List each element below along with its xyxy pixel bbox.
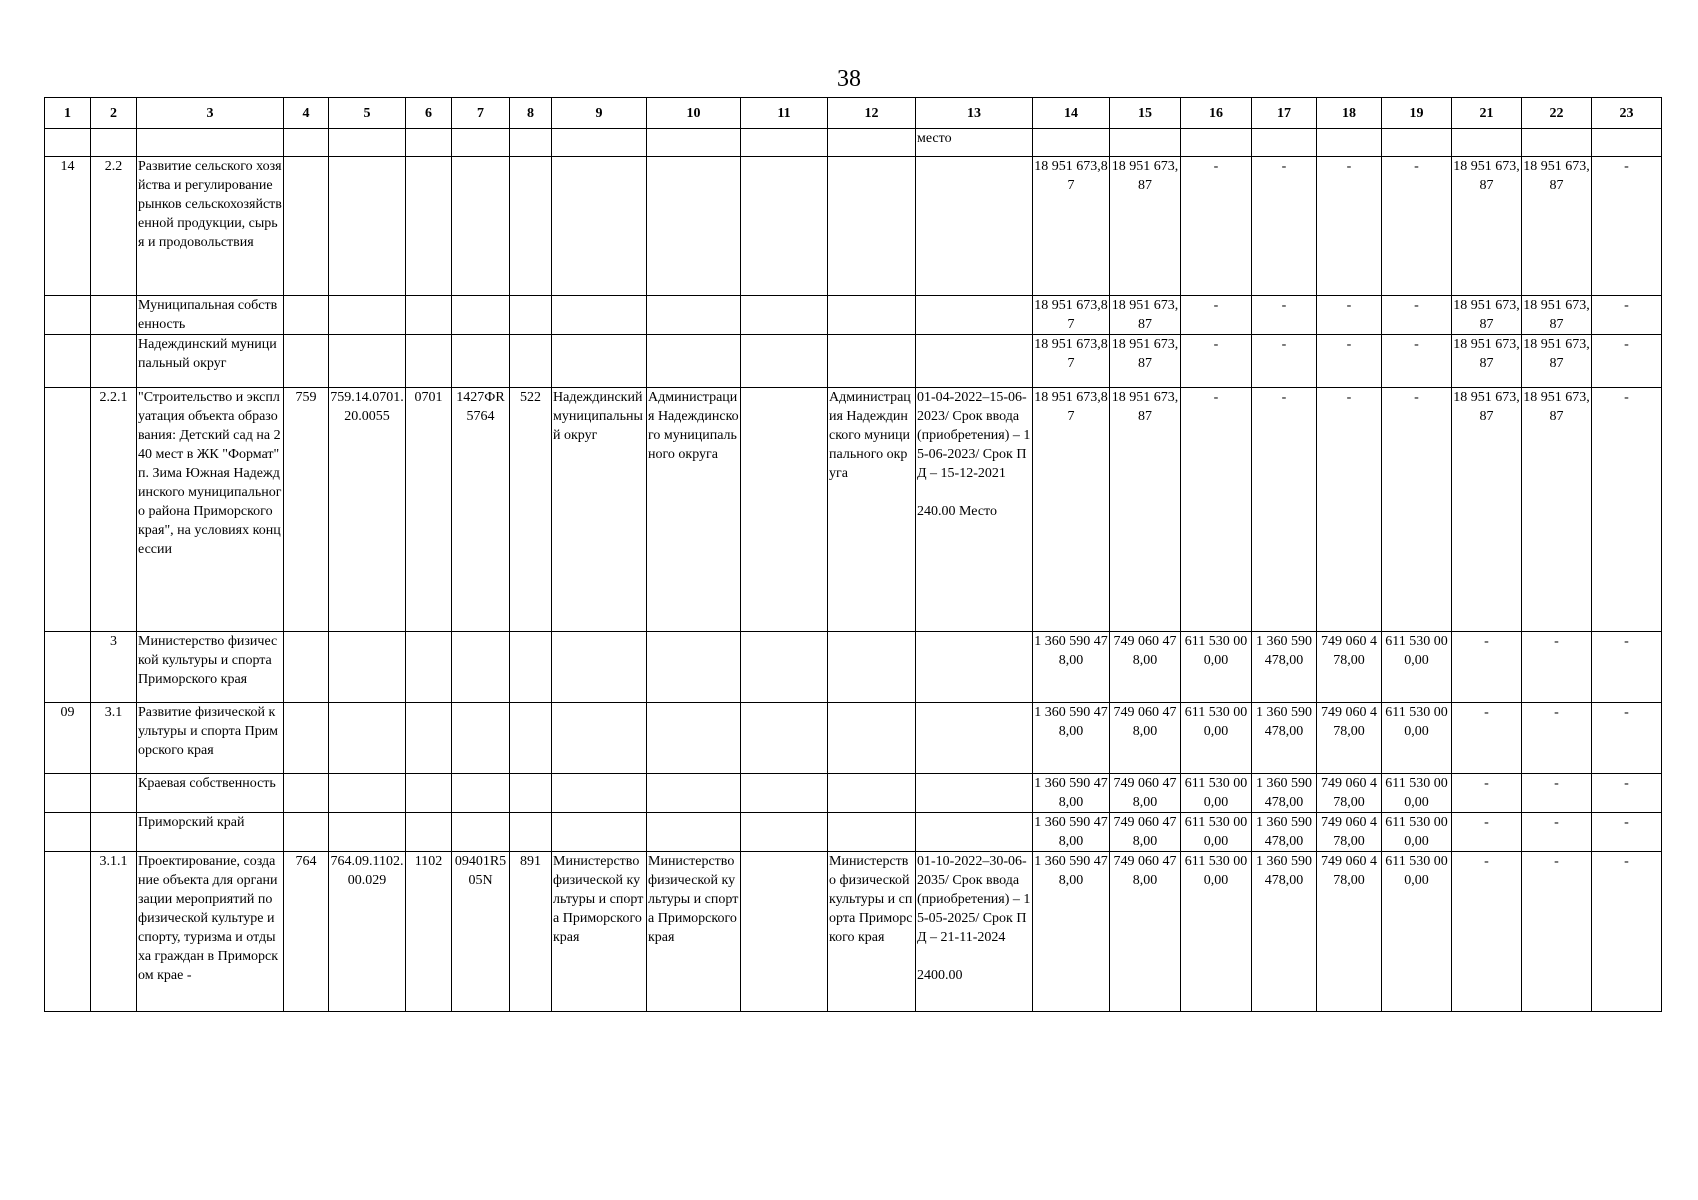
table-cell: 18 951 673,87: [1452, 388, 1522, 632]
table-cell: 759: [284, 388, 329, 632]
table-cell: [45, 388, 91, 632]
table-cell: [552, 703, 647, 774]
column-header: 4: [284, 98, 329, 129]
table-cell: 611 530 000,00: [1382, 703, 1452, 774]
table-cell: [741, 774, 828, 813]
table-cell: -: [1382, 157, 1452, 296]
table-cell: [1033, 129, 1110, 157]
table-cell: [916, 632, 1033, 703]
table-cell: -: [1181, 157, 1252, 296]
table-cell: 749 060 478,00: [1110, 703, 1181, 774]
table-cell: -: [1592, 703, 1662, 774]
column-header: 15: [1110, 98, 1181, 129]
table-cell: 522: [510, 388, 552, 632]
table-cell: -: [1522, 632, 1592, 703]
table-cell: 18 951 673,87: [1452, 335, 1522, 388]
table-cell: 1102: [406, 852, 452, 1012]
table-cell: [91, 296, 137, 335]
table-cell: 01-04-2022–15-06-2023/ Срок ввода (приобретения) – 15-06-2023/ Срок ПД – 15-12-2021 240.00 Место: [916, 388, 1033, 632]
table-cell: [1452, 129, 1522, 157]
table-cell: [741, 129, 828, 157]
table-cell: 1 360 590 478,00: [1252, 774, 1317, 813]
table-cell: [741, 703, 828, 774]
table-cell: 18 951 673,87: [1033, 388, 1110, 632]
table-cell: [329, 632, 406, 703]
table-cell: 1 360 590 478,00: [1252, 632, 1317, 703]
table-cell: [284, 335, 329, 388]
table-row: [45, 129, 1662, 157]
table-cell: [406, 813, 452, 852]
column-header: 21: [1452, 98, 1522, 129]
table-cell: [552, 774, 647, 813]
table-cell: [741, 813, 828, 852]
table-cell: -: [1252, 296, 1317, 335]
table-cell: "Строительство и эксплуатация объекта образования: Детский сад на 240 мест в ЖК "Формат" п. Зима Южная Надеждинского муниципального района Приморского края", на условиях концессии: [137, 388, 284, 632]
table-row: [45, 813, 1662, 852]
table-cell: 18 951 673,87: [1522, 296, 1592, 335]
table-cell: 1 360 590 478,00: [1033, 632, 1110, 703]
table-cell: [284, 774, 329, 813]
table-cell: Приморский край: [137, 813, 284, 852]
table-cell: -: [1452, 813, 1522, 852]
column-header: 3: [137, 98, 284, 129]
table-cell: 3: [91, 632, 137, 703]
table-cell: 1 360 590 478,00: [1252, 703, 1317, 774]
table-cell: [284, 813, 329, 852]
table-cell: 749 060 478,00: [1317, 813, 1382, 852]
table-cell: [45, 774, 91, 813]
table-cell: [510, 703, 552, 774]
table-cell: -: [1592, 296, 1662, 335]
column-header: 1: [45, 98, 91, 129]
table-cell: [916, 703, 1033, 774]
table-cell: [828, 813, 916, 852]
table-cell: -: [1252, 335, 1317, 388]
table-cell: [329, 335, 406, 388]
table-cell: [452, 335, 510, 388]
table-cell: 749 060 478,00: [1317, 774, 1382, 813]
column-header: 19: [1382, 98, 1452, 129]
table-cell: [452, 703, 510, 774]
table-cell: [828, 129, 916, 157]
table-cell: [45, 632, 91, 703]
table-cell: Развитие сельского хозяйства и регулирование рынков сельскохозяйственной продукции, сырья и продовольствия: [137, 157, 284, 296]
table-cell: Муниципальная собственность: [137, 296, 284, 335]
table-cell: [647, 157, 741, 296]
table-cell: Администрация Надеждинского муниципального округа: [647, 388, 741, 632]
table-cell: [828, 632, 916, 703]
table-cell: 611 530 000,00: [1181, 852, 1252, 1012]
column-header: 2: [91, 98, 137, 129]
table-cell: [741, 632, 828, 703]
table-cell: место: [916, 129, 1033, 157]
table-cell: 1 360 590 478,00: [1252, 852, 1317, 1012]
table-cell: [1592, 129, 1662, 157]
table-cell: 611 530 000,00: [1382, 632, 1452, 703]
table-cell: 18 951 673,87: [1522, 335, 1592, 388]
table-row: [45, 335, 1662, 388]
table-row: [45, 632, 1662, 703]
table-cell: -: [1522, 774, 1592, 813]
table-cell: 18 951 673,87: [1033, 157, 1110, 296]
table-cell: [828, 335, 916, 388]
table-cell: [284, 296, 329, 335]
table-cell: 1 360 590 478,00: [1033, 703, 1110, 774]
table-cell: -: [1382, 296, 1452, 335]
table-cell: -: [1181, 388, 1252, 632]
column-header: 14: [1033, 98, 1110, 129]
table-row: [45, 703, 1662, 774]
table-cell: -: [1317, 388, 1382, 632]
column-header: 6: [406, 98, 452, 129]
table-cell: 1 360 590 478,00: [1033, 813, 1110, 852]
table-cell: [284, 157, 329, 296]
table-cell: [137, 129, 284, 157]
table-cell: -: [1452, 703, 1522, 774]
table-cell: [452, 129, 510, 157]
table-cell: 611 530 000,00: [1382, 852, 1452, 1012]
table-cell: [1110, 129, 1181, 157]
table-cell: [741, 388, 828, 632]
table-cell: 1 360 590 478,00: [1033, 852, 1110, 1012]
table-cell: [1317, 129, 1382, 157]
table-cell: 18 951 673,87: [1452, 296, 1522, 335]
table-cell: [510, 129, 552, 157]
table-cell: Министерство физической культуры и спорта Приморского края: [137, 632, 284, 703]
table-cell: -: [1522, 703, 1592, 774]
table-cell: 01-10-2022–30-06-2035/ Срок ввода (приобретения) – 15-05-2025/ Срок ПД – 21-11-2024 2400.00: [916, 852, 1033, 1012]
table-cell: 3.1: [91, 703, 137, 774]
table-cell: -: [1317, 335, 1382, 388]
table-cell: [452, 813, 510, 852]
column-header: 12: [828, 98, 916, 129]
table-cell: [510, 774, 552, 813]
table-cell: -: [1382, 335, 1452, 388]
table-cell: 749 060 478,00: [1317, 632, 1382, 703]
table-cell: [741, 852, 828, 1012]
table-cell: [91, 813, 137, 852]
table-cell: -: [1522, 813, 1592, 852]
table-cell: [916, 774, 1033, 813]
table-cell: -: [1592, 335, 1662, 388]
table-cell: -: [1452, 632, 1522, 703]
column-header: 16: [1181, 98, 1252, 129]
column-header: 18: [1317, 98, 1382, 129]
table-cell: [329, 774, 406, 813]
table-cell: [647, 813, 741, 852]
table-cell: -: [1522, 852, 1592, 1012]
table-cell: 749 060 478,00: [1317, 852, 1382, 1012]
table-cell: [406, 335, 452, 388]
column-header: 13: [916, 98, 1033, 129]
table-cell: -: [1317, 296, 1382, 335]
table-cell: 09: [45, 703, 91, 774]
table-row: [45, 388, 1662, 632]
table-cell: -: [1452, 774, 1522, 813]
table-cell: 18 951 673,87: [1452, 157, 1522, 296]
table-cell: [647, 296, 741, 335]
table-cell: 749 060 478,00: [1110, 852, 1181, 1012]
table-cell: [828, 774, 916, 813]
table-cell: [452, 632, 510, 703]
table-cell: [741, 296, 828, 335]
table-cell: 764: [284, 852, 329, 1012]
header-row: [45, 98, 1662, 129]
table-cell: -: [1592, 852, 1662, 1012]
table-cell: [91, 335, 137, 388]
table-cell: [91, 774, 137, 813]
table-cell: Министерство физической культуры и спорта Приморского края: [828, 852, 916, 1012]
table-cell: 18 951 673,87: [1522, 388, 1592, 632]
table-cell: 1427ФR5764: [452, 388, 510, 632]
table-cell: -: [1592, 813, 1662, 852]
table-cell: 749 060 478,00: [1110, 813, 1181, 852]
table-cell: [1522, 129, 1592, 157]
table-cell: [91, 129, 137, 157]
column-header: 5: [329, 98, 406, 129]
table-cell: [552, 296, 647, 335]
table-cell: 611 530 000,00: [1181, 813, 1252, 852]
table-cell: [510, 813, 552, 852]
table-cell: [284, 129, 329, 157]
table-cell: 18 951 673,87: [1033, 335, 1110, 388]
table-cell: -: [1592, 388, 1662, 632]
table-cell: [741, 157, 828, 296]
table-cell: [1382, 129, 1452, 157]
table-cell: 18 951 673,87: [1110, 335, 1181, 388]
table-cell: [647, 774, 741, 813]
table-cell: [510, 632, 552, 703]
table-cell: 759.14.0701.20.0055: [329, 388, 406, 632]
table-cell: [406, 296, 452, 335]
table-cell: -: [1452, 852, 1522, 1012]
table-cell: [329, 129, 406, 157]
table-cell: [452, 774, 510, 813]
column-header: 7: [452, 98, 510, 129]
table-cell: [916, 296, 1033, 335]
table-cell: [45, 335, 91, 388]
table-cell: [406, 129, 452, 157]
table-cell: 749 060 478,00: [1317, 703, 1382, 774]
table-cell: 891: [510, 852, 552, 1012]
table-cell: -: [1592, 774, 1662, 813]
table-cell: [452, 157, 510, 296]
table-cell: [510, 296, 552, 335]
table-cell: 611 530 000,00: [1382, 813, 1452, 852]
budget-table: [44, 97, 1662, 1012]
table-cell: 764.09.1102.00.029: [329, 852, 406, 1012]
column-header: 11: [741, 98, 828, 129]
table-cell: [329, 703, 406, 774]
table-cell: [406, 774, 452, 813]
table-cell: -: [1317, 157, 1382, 296]
table-cell: 611 530 000,00: [1181, 703, 1252, 774]
table-cell: -: [1252, 388, 1317, 632]
table-cell: [828, 703, 916, 774]
table-cell: Надеждинский муниципальный округ: [552, 388, 647, 632]
table-cell: [510, 335, 552, 388]
table-cell: [284, 703, 329, 774]
table-cell: 749 060 478,00: [1110, 632, 1181, 703]
table-cell: 14: [45, 157, 91, 296]
table-cell: [828, 157, 916, 296]
table-cell: [284, 632, 329, 703]
page-number: 38: [837, 66, 861, 92]
table-cell: 18 951 673,87: [1110, 157, 1181, 296]
table-cell: [916, 813, 1033, 852]
table-cell: [552, 632, 647, 703]
table-cell: [828, 296, 916, 335]
table-cell: [1252, 129, 1317, 157]
table-cell: [647, 632, 741, 703]
column-header: 22: [1522, 98, 1592, 129]
table-cell: [510, 157, 552, 296]
column-header: 8: [510, 98, 552, 129]
table-row: [45, 296, 1662, 335]
table-cell: -: [1592, 157, 1662, 296]
table-cell: 611 530 000,00: [1382, 774, 1452, 813]
table-cell: [552, 335, 647, 388]
column-header: 9: [552, 98, 647, 129]
table-cell: -: [1382, 388, 1452, 632]
table-cell: [552, 129, 647, 157]
column-header: 23: [1592, 98, 1662, 129]
column-header: 10: [647, 98, 741, 129]
table-cell: 1 360 590 478,00: [1033, 774, 1110, 813]
table-cell: 18 951 673,87: [1522, 157, 1592, 296]
table-cell: Министерство физической культуры и спорта Приморского края: [552, 852, 647, 1012]
table-cell: Министерство физической культуры и спорта Приморского края: [647, 852, 741, 1012]
table-cell: 611 530 000,00: [1181, 774, 1252, 813]
table-cell: [916, 157, 1033, 296]
table-cell: 2.2.1: [91, 388, 137, 632]
table-cell: [406, 632, 452, 703]
table-row: [45, 852, 1662, 1012]
table-cell: [741, 335, 828, 388]
table-cell: -: [1181, 335, 1252, 388]
table-cell: [45, 296, 91, 335]
table-cell: [329, 813, 406, 852]
table-cell: Проектирование, создание объекта для организации мероприятий по физической культуре и спорту, туризма и отдыха граждан в Приморском крае -: [137, 852, 284, 1012]
table-cell: 18 951 673,87: [1033, 296, 1110, 335]
table-cell: 3.1.1: [91, 852, 137, 1012]
table-cell: -: [1592, 632, 1662, 703]
table-row: [45, 157, 1662, 296]
table-cell: [916, 335, 1033, 388]
table-cell: [647, 129, 741, 157]
table-cell: [406, 157, 452, 296]
table-cell: 1 360 590 478,00: [1252, 813, 1317, 852]
table-cell: 18 951 673,87: [1110, 296, 1181, 335]
table-cell: 611 530 000,00: [1181, 632, 1252, 703]
table-cell: -: [1181, 296, 1252, 335]
table-cell: Развитие физической культуры и спорта Приморского края: [137, 703, 284, 774]
column-header: 17: [1252, 98, 1317, 129]
table-cell: -: [1252, 157, 1317, 296]
table-cell: [45, 813, 91, 852]
table-cell: [552, 813, 647, 852]
table-body: [45, 129, 1662, 1012]
table-cell: Краевая собственность: [137, 774, 284, 813]
table-cell: [45, 852, 91, 1012]
table-cell: Администрация Надеждинского муниципального округа: [828, 388, 916, 632]
table-cell: [329, 157, 406, 296]
table-cell: 0701: [406, 388, 452, 632]
table-cell: Надеждинский муниципальный округ: [137, 335, 284, 388]
table-cell: [45, 129, 91, 157]
table-cell: [1181, 129, 1252, 157]
table-cell: [406, 703, 452, 774]
table-cell: 09401R505N: [452, 852, 510, 1012]
table-cell: [452, 296, 510, 335]
table-cell: 2.2: [91, 157, 137, 296]
table-cell: 18 951 673,87: [1110, 388, 1181, 632]
table-cell: 749 060 478,00: [1110, 774, 1181, 813]
table-cell: [329, 296, 406, 335]
table-cell: [552, 157, 647, 296]
table-row: [45, 774, 1662, 813]
table-cell: [647, 335, 741, 388]
table-cell: [647, 703, 741, 774]
